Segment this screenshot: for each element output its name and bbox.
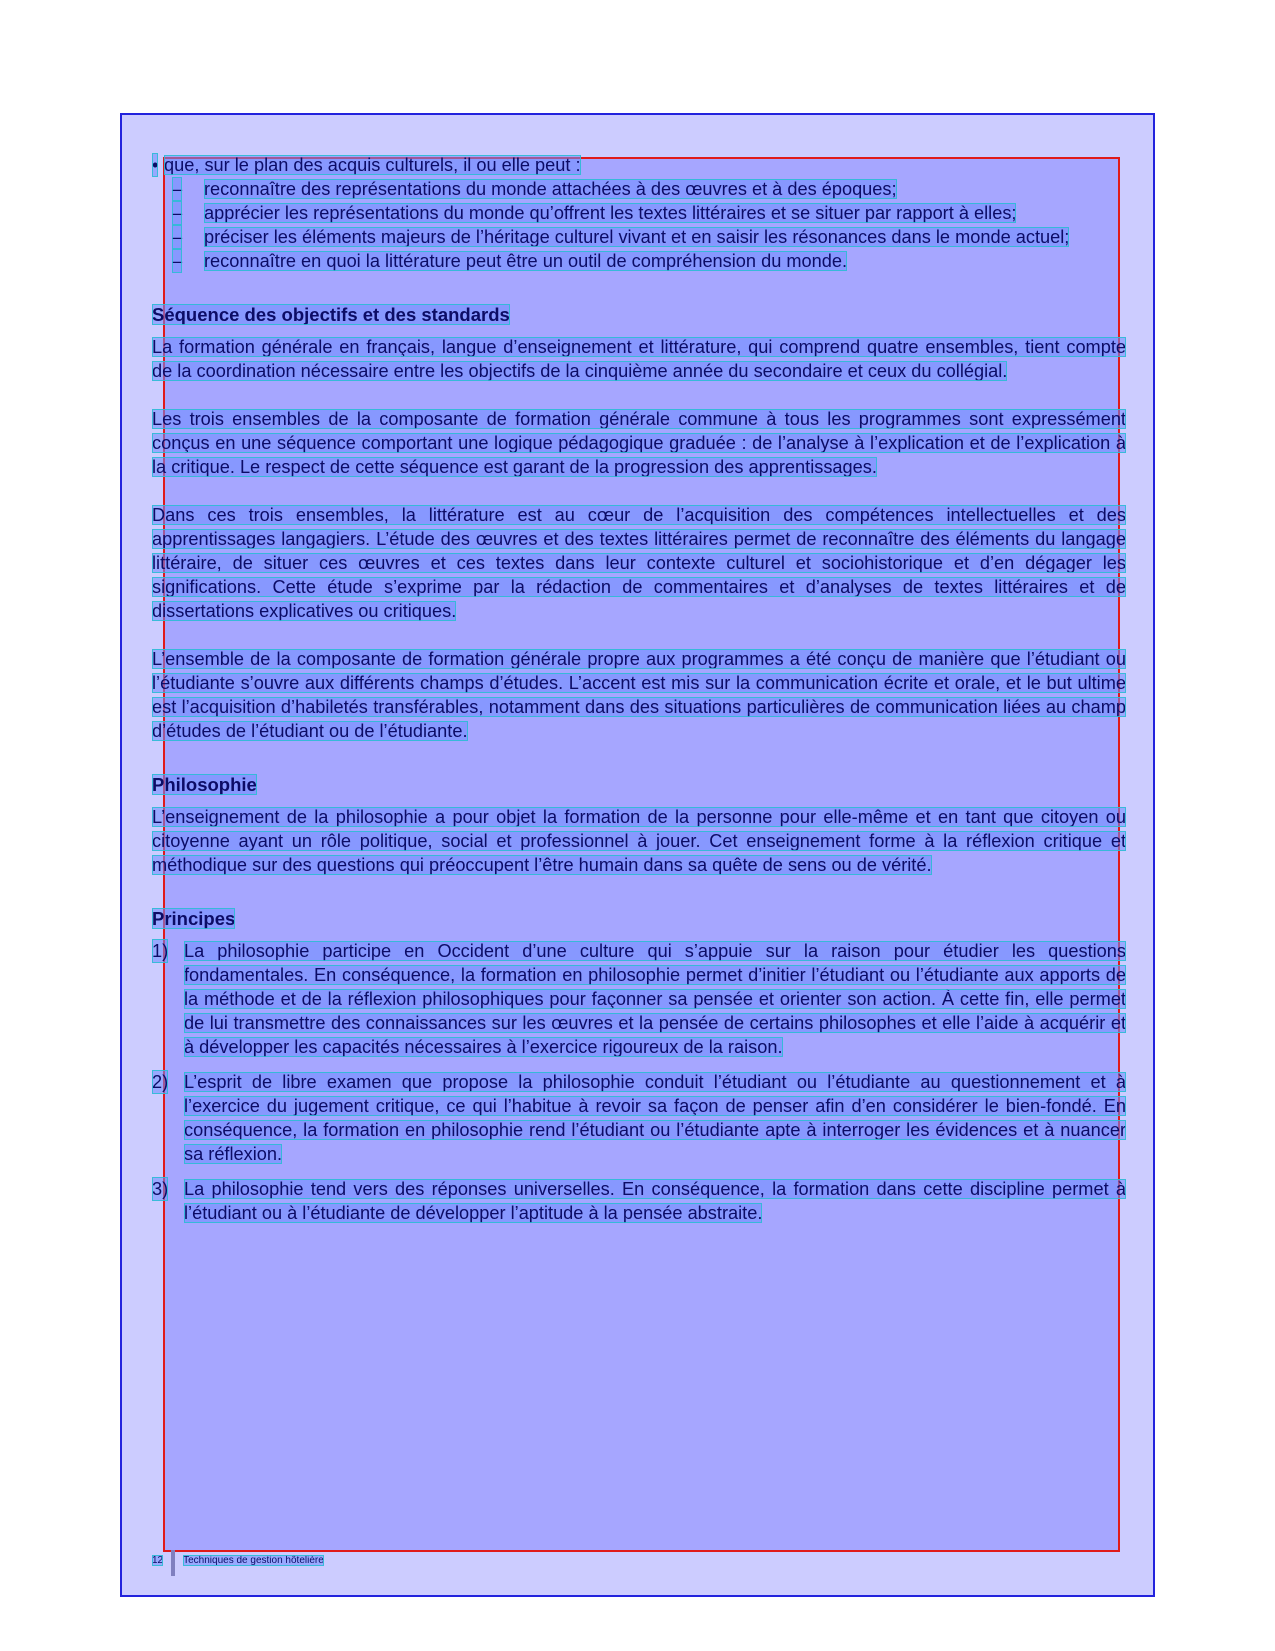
paragraph (152, 503, 1126, 623)
paragraph (152, 647, 1126, 743)
list-item (152, 1177, 1126, 1225)
heading-text: Philosophie (152, 774, 257, 795)
list-item-text: L’esprit de libre examen que propose la philosophie conduit l’étudiant ou l’étudiante au questionnement et à l’exercice du jugement critique, ce qui l’habitue à revoir sa façon de penser afin d’en considérer le bien-fondé. En conséquence, la formation en philosophie rend l’étudiant ou l’étudiante apte à interroger les évidences et à nuancer sa réflexion. (184, 1072, 1126, 1164)
page-content (152, 153, 1126, 1236)
list-item-text: reconnaître des représentations du monde attachées à des œuvres et à des époques; (204, 179, 897, 199)
bullet-icon: • (152, 155, 159, 175)
list-item-text: apprécier les représentations du monde qu’offrent les textes littéraires et se situer par rapport à elles; (204, 203, 1017, 223)
list-item-text: La philosophie participe en Occident d’une culture qui s’appuie sur la raison pour étudier les questions fondamentales. En conséquence, la formation en philosophie permet d’initier l’étudiant ou l’étudiante aux apports de la méthode et de la réflexion philosophiques pour façonner sa pensée et orienter son action. À cette fin, elle permet de lui transmettre des connaissances sur les œuvres et la pensée de certains philosophes et elle l’aide à acquérir et à développer les capacités nécessaires à l’exercice rigoureux de la raison. (184, 941, 1126, 1057)
heading-text: Séquence des objectifs et des standards (152, 304, 510, 325)
section-heading-principes (152, 907, 1126, 931)
list-item-text: préciser les éléments majeurs de l’héritage culturel vivant et en saisir les résonances dans le monde actuel; (204, 227, 1070, 247)
dash-icon: – (172, 251, 183, 271)
paragraph-text: Dans ces trois ensembles, la littérature est au cœur de l’acquisition des compétences intellectuelles et des apprentissages langagiers. L’étude des œuvres et des textes littéraires permet de reconnaître des éléments du langage littéraire, de situer ces œuvres et ces textes dans leur contexte culturel et sociohistorique et d’en dégager les significations. Cette étude s’exprime par la rédaction de commentaires et d’analyses de textes littéraires et de dissertations explicatives ou critiques. (152, 505, 1126, 621)
paragraph-text: L’ensemble de la composante de formation générale propre aux programmes a été conçu de manière que l’étudiant ou l’étudiante s’ouvre aux différents champs d’études. L’accent est mis sur la communication écrite et orale, et le but ultime est l’acquisition d’habiletés transférables, notamment dans des situations particulières de communication liées au champ d’études de l’étudiant ou de l’étudiante. (152, 649, 1126, 741)
item-number: 1) (152, 941, 169, 961)
section-heading-sequence (152, 303, 1126, 327)
item-number: 3) (152, 1179, 169, 1199)
list-item (152, 1070, 1126, 1166)
list-item (172, 177, 1126, 201)
paragraph (152, 335, 1126, 383)
dash-icon: – (172, 227, 183, 247)
dash-icon: – (172, 179, 183, 199)
dash-icon: – (172, 203, 183, 223)
intro-lead-text: que, sur le plan des acquis culturels, il ou elle peut : (164, 155, 581, 175)
culture-list (152, 177, 1126, 273)
page-number: 12 (152, 1554, 164, 1566)
list-item (172, 249, 1126, 273)
list-item (152, 939, 1126, 1059)
list-item-text: reconnaître en quoi la littérature peut être un outil de compréhension du monde. (204, 251, 848, 271)
list-item-text: La philosophie tend vers des réponses universelles. En conséquence, la formation dans cette discipline permet à l’étudiant ou à l’étudiante de développer l’aptitude à la pensée abstraite. (184, 1179, 1126, 1223)
footer-separator (171, 1550, 175, 1576)
paragraph (152, 407, 1126, 479)
footer-title: Techniques de gestion hôtelière (183, 1554, 324, 1566)
paragraph-text: Les trois ensembles de la composante de formation générale commune à tous les programmes sont expressément conçus en une séquence comportant une logique pédagogique graduée : de l’analyse à l’explication et de l’explication à la critique. Le respect de cette séquence est garant de la progression des apprentissages. (152, 409, 1126, 477)
heading-text: Principes (152, 908, 236, 929)
section-heading-philosophie (152, 773, 1126, 797)
list-item (172, 201, 1126, 225)
paragraph-text: La formation générale en français, langue d’enseignement et littérature, qui comprend quatre ensembles, tient compte de la coordination nécessaire entre les objectifs de la cinquième année du secondaire et ceux du collégial. (152, 337, 1126, 381)
page-footer (152, 1544, 324, 1576)
item-number: 2) (152, 1072, 169, 1092)
list-item (172, 225, 1126, 249)
paragraph-text: L’enseignement de la philosophie a pour objet la formation de la personne pour elle-même et en tant que citoyen ou citoyenne ayant un rôle politique, social et professionnel à jouer. Cet enseignement forme à la réflexion critique et méthodique sur des questions qui préoccupent l’être humain dans sa quête de sens ou de vérité. (152, 807, 1126, 875)
paragraph (152, 805, 1126, 877)
principles-list (152, 939, 1126, 1225)
intro-lead (152, 153, 1126, 177)
